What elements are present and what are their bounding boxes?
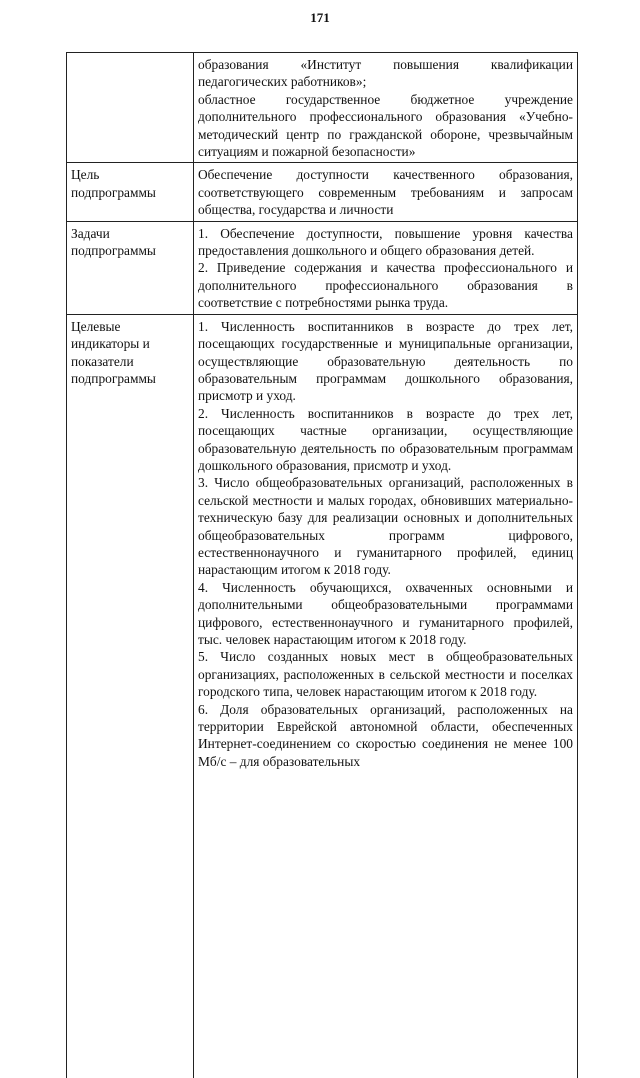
- paragraph: областное государственное бюджетное учреждение дополнительного профессионального образования «Учебно-методический центр по гражданской обороне, чрезвычайным ситуациям и пожарной безопасности»: [198, 91, 573, 160]
- row-label-cell: [67, 314, 194, 1078]
- paragraph: 2. Приведение содержания и качества профессионального и дополнительного профессионального образования в соответствие с потребностями рынка труда.: [198, 260, 573, 311]
- row-label: Цель подпрограммы: [71, 167, 156, 200]
- table-row: [67, 221, 578, 314]
- paragraph: Обеспечение доступности качественного образования, соответствующего современным требованиям и запросам общества, государства и личности: [198, 167, 573, 218]
- paragraph: 2. Численность воспитанников в возрасте до трех лет, посещающих частные организации, осуществляющие образовательную деятельность по образовательным программам дошкольного образования, присмотр и уход.: [198, 405, 573, 473]
- row-label: Задачи подпрограммы: [71, 225, 156, 259]
- paragraph: 4. Численность обучающихся, охваченных основными и дополнительными общеобразовательными программами цифрового, естественнонаучного и гуманитарного профилей, тыс. человек нарастающим итогом к 2018 году.: [198, 579, 573, 647]
- row-content-cell: [194, 221, 578, 314]
- paragraph: 3. Число общеобразовательных организаций, расположенных в сельской местности и малых городах, обновивших материально-техническую базу для реализации основных и дополнительных общеобразовательных программ цифрового, естественнонаучного и гуманитарного профилей, единиц нарастающим итогом к 2018 году.: [198, 475, 573, 578]
- paragraph: образования «Институт повышения квалификации педагогических работников»;: [198, 57, 573, 90]
- row-label-cell: [67, 221, 194, 314]
- row-label-cell: [67, 53, 194, 163]
- table-row: [67, 163, 578, 221]
- paragraph: 6. Доля образовательных организаций, расположенных на территории Еврейской автономной области, обеспеченных Интернет-соединением со скоростью соединения не менее 100 Мб/с – для образовательных: [198, 701, 573, 769]
- row-content-cell: [194, 163, 578, 221]
- row-label: Целевые индикаторы и показатели подпрограммы: [71, 318, 156, 386]
- page-number: 171: [310, 10, 330, 25]
- row-content-cell: [194, 314, 578, 1078]
- paragraph: 5. Число созданных новых мест в общеобразовательных организациях, расположенных в сельской местности и поселках городского типа, человек нарастающим итогом к 2018 году.: [198, 649, 573, 700]
- row-label-cell: [67, 163, 194, 221]
- table-row: [67, 53, 578, 163]
- paragraph: 1. Обеспечение доступности, повышение уровня качества предоставления дошкольного и общего образования детей.: [198, 225, 573, 259]
- table-row: [67, 314, 578, 1078]
- row-content-cell: [194, 53, 578, 163]
- paragraph: 1. Численность воспитанников в возрасте до трех лет, посещающих государственные и муниципальные организации, осуществляющие образовательную деятельность по образовательным программам дошкольного образования, присмотр и уход.: [198, 318, 573, 404]
- program-passport-table: [66, 52, 578, 1078]
